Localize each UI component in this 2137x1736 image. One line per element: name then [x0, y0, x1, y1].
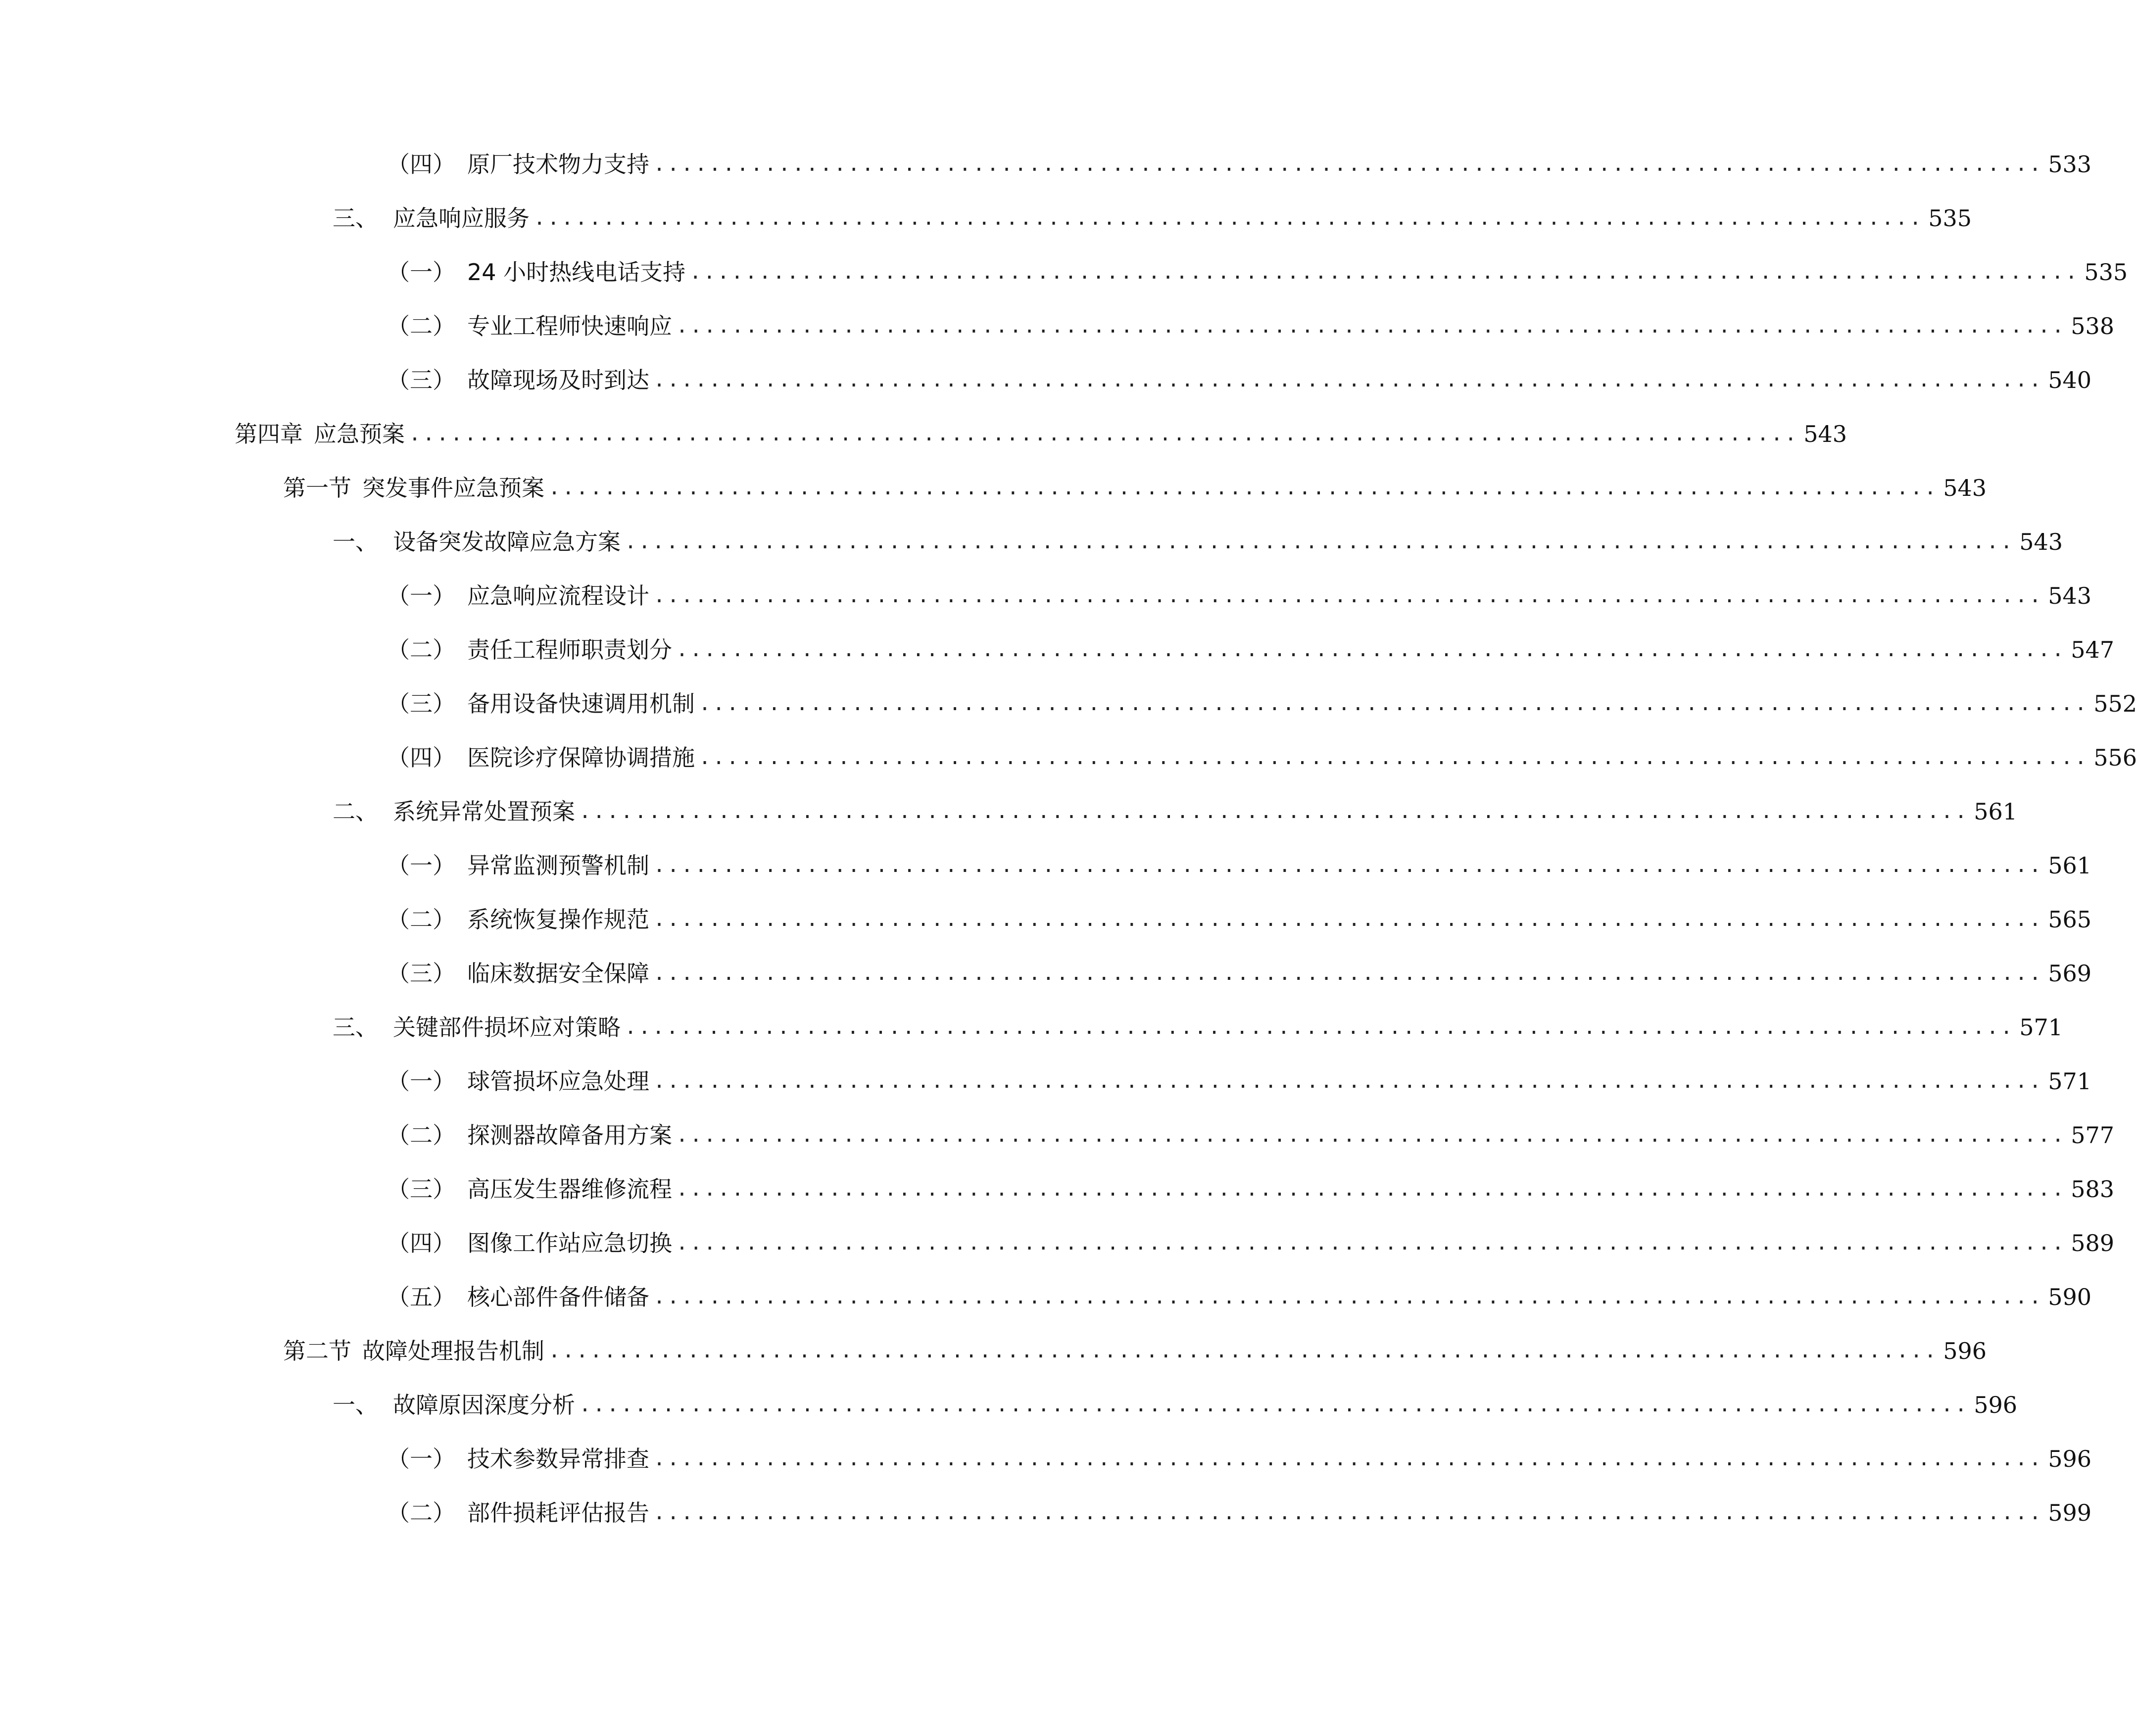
dot-leader: .................................................................................................... [625, 530, 2015, 553]
page-number: 571 [2019, 1014, 2063, 1041]
entry-number: （一） [387, 582, 455, 609]
entry-number: （四） [387, 151, 455, 178]
entry-title: 应急响应流程设计 [467, 582, 649, 609]
dot-leader: .................................................................................................... [676, 638, 2066, 661]
entry-number: （四） [387, 1230, 455, 1256]
dot-leader: .................................................................................................... [676, 1124, 2066, 1147]
entry-title: 临床数据安全保障 [467, 960, 649, 987]
toc-chapter-entry[interactable] [235, 412, 1847, 456]
page-number: 583 [2071, 1176, 2115, 1203]
toc-entry[interactable] [387, 1437, 2092, 1481]
entry-title: 图像工作站应急切换 [467, 1230, 672, 1256]
toc-entry[interactable] [387, 681, 2137, 726]
page-number: 561 [2048, 852, 2092, 879]
toc-entry[interactable] [387, 1167, 2115, 1211]
dot-leader: .................................................................................................... [676, 315, 2066, 338]
entry-title: 高压发生器维修流程 [467, 1176, 672, 1203]
page-number: 556 [2093, 744, 2137, 771]
page-number: 543 [1803, 421, 1847, 447]
entry-number: （一） [387, 259, 455, 286]
toc-entry[interactable] [387, 574, 2092, 618]
page-number: 589 [2071, 1230, 2115, 1256]
dot-leader: .................................................................................................... [653, 153, 2043, 176]
entry-title: 备用设备快速调用机制 [467, 690, 695, 717]
entry-number: （三） [387, 690, 455, 717]
entry-title: 24 小时热线电话支持 [467, 259, 686, 286]
page-number: 561 [1974, 798, 2018, 825]
entry-title: 故障处理报告机制 [362, 1338, 544, 1364]
dot-leader: .................................................................................................... [676, 1178, 2066, 1201]
entry-title: 核心部件备件储备 [467, 1284, 649, 1310]
dot-leader: .................................................................................................... [625, 1016, 2015, 1039]
entry-title: 专业工程师快速响应 [467, 313, 672, 339]
entry-number: （一） [387, 852, 455, 879]
entry-title: 技术参数异常排查 [467, 1446, 649, 1472]
toc-entry[interactable] [387, 250, 2128, 294]
toc-section-entry[interactable] [283, 1329, 1987, 1373]
entry-number: （三） [387, 367, 455, 393]
entry-number: 二、 [333, 798, 378, 825]
entry-number: （三） [387, 960, 455, 987]
entry-number: 三、 [333, 205, 378, 232]
dot-leader: .................................................................................................... [409, 423, 1799, 445]
dot-leader: .................................................................................................... [653, 369, 2043, 391]
toc-entry[interactable] [333, 789, 2018, 834]
toc-entry[interactable] [387, 627, 2115, 672]
toc-entry[interactable] [387, 1221, 2115, 1265]
page-number: 547 [2071, 636, 2115, 663]
dot-leader: .................................................................................................... [653, 854, 2043, 877]
page-number: 540 [2048, 367, 2092, 393]
page-number: 577 [2071, 1122, 2115, 1149]
entry-number: 一、 [333, 529, 378, 555]
page-number: 533 [2048, 151, 2092, 178]
entry-number: （二） [387, 1122, 455, 1149]
dot-leader: .................................................................................................... [689, 261, 2080, 284]
entry-title: 系统恢复操作规范 [467, 906, 649, 933]
entry-number: （五） [387, 1284, 455, 1310]
toc-entry[interactable] [333, 1005, 2063, 1050]
entry-title: 异常监测预警机制 [467, 852, 649, 879]
dot-leader: .................................................................................................... [676, 1232, 2066, 1254]
toc-entry[interactable] [387, 843, 2092, 888]
page-number: 569 [2048, 960, 2092, 987]
toc-entry[interactable] [387, 142, 2092, 187]
entry-title: 设备突发故障应急方案 [393, 529, 621, 555]
entry-title: 系统异常处置预案 [393, 798, 575, 825]
dot-leader: .................................................................................................... [699, 746, 2089, 769]
entry-title: 故障原因深度分析 [393, 1392, 575, 1418]
entry-title: 部件损耗评估报告 [467, 1499, 649, 1526]
entry-title: 原厂技术物力支持 [467, 151, 649, 178]
page-number: 596 [1943, 1338, 1987, 1364]
dot-leader: .................................................................................................... [653, 584, 2043, 607]
dot-leader: .................................................................................................... [579, 800, 1969, 823]
page-number: 590 [2048, 1284, 2092, 1310]
entry-number: 三、 [333, 1014, 378, 1041]
entry-number: （二） [387, 313, 455, 339]
entry-number: 第一节 [283, 475, 351, 501]
entry-title: 故障现场及时到达 [467, 367, 649, 393]
page-number: 538 [2071, 313, 2115, 339]
dot-leader: .................................................................................................... [653, 1286, 2043, 1308]
entry-title: 应急响应服务 [393, 205, 530, 232]
entry-number: （二） [387, 1499, 455, 1526]
entry-number: （四） [387, 744, 455, 771]
entry-number: （二） [387, 636, 455, 663]
page-number: 552 [2093, 690, 2137, 717]
page-number: 571 [2048, 1068, 2092, 1095]
entry-title: 探测器故障备用方案 [467, 1122, 672, 1149]
toc-entry[interactable] [333, 520, 2063, 564]
toc-entry[interactable] [387, 304, 2115, 348]
toc-section-entry[interactable] [283, 466, 1987, 510]
toc-entry[interactable] [333, 196, 1972, 241]
page-number: 543 [2019, 529, 2063, 555]
entry-number: （一） [387, 1446, 455, 1472]
page-number: 599 [2048, 1499, 2092, 1526]
page-number: 535 [1928, 205, 1972, 232]
entry-title: 责任工程师职责划分 [467, 636, 672, 663]
page-number: 535 [2084, 259, 2128, 286]
dot-leader: .................................................................................................... [548, 477, 1939, 499]
toc-entry[interactable] [387, 1491, 2092, 1535]
entry-title: 医院诊疗保障协调措施 [467, 744, 695, 771]
dot-leader: .................................................................................................... [653, 908, 2043, 931]
entry-title: 应急预案 [314, 421, 405, 447]
page-number: 565 [2048, 906, 2092, 933]
entry-number: 第四章 [235, 421, 303, 447]
toc-entry[interactable] [387, 951, 2092, 996]
toc-entry[interactable] [333, 1383, 2018, 1427]
entry-title: 球管损坏应急处理 [467, 1068, 649, 1095]
entry-number: （二） [387, 906, 455, 933]
page-number: 596 [1974, 1392, 2018, 1418]
page-number: 543 [1943, 475, 1987, 501]
dot-leader: .................................................................................................... [653, 1447, 2043, 1470]
dot-leader: .................................................................................................... [548, 1340, 1939, 1362]
page-number: 543 [2048, 582, 2092, 609]
toc-entry[interactable] [387, 1113, 2115, 1157]
toc-entry[interactable] [387, 358, 2092, 402]
dot-leader: .................................................................................................... [579, 1394, 1969, 1416]
dot-leader: .................................................................................................... [534, 207, 1924, 230]
dot-leader: .................................................................................................... [699, 692, 2089, 715]
toc-entry[interactable] [387, 1275, 2092, 1319]
dot-leader: .................................................................................................... [653, 962, 2043, 985]
entry-title: 突发事件应急预案 [362, 475, 544, 501]
page-number: 596 [2048, 1446, 2092, 1472]
entry-number: 第二节 [283, 1338, 351, 1364]
entry-number: （一） [387, 1068, 455, 1095]
toc-entry[interactable] [387, 1059, 2092, 1104]
dot-leader: .................................................................................................... [653, 1070, 2043, 1093]
entry-number: （三） [387, 1176, 455, 1203]
entry-title: 关键部件损坏应对策略 [393, 1014, 621, 1041]
toc-entry[interactable] [387, 897, 2092, 942]
entry-number: 一、 [333, 1392, 378, 1418]
toc-entry[interactable] [387, 735, 2137, 780]
dot-leader: .................................................................................................... [653, 1501, 2043, 1524]
